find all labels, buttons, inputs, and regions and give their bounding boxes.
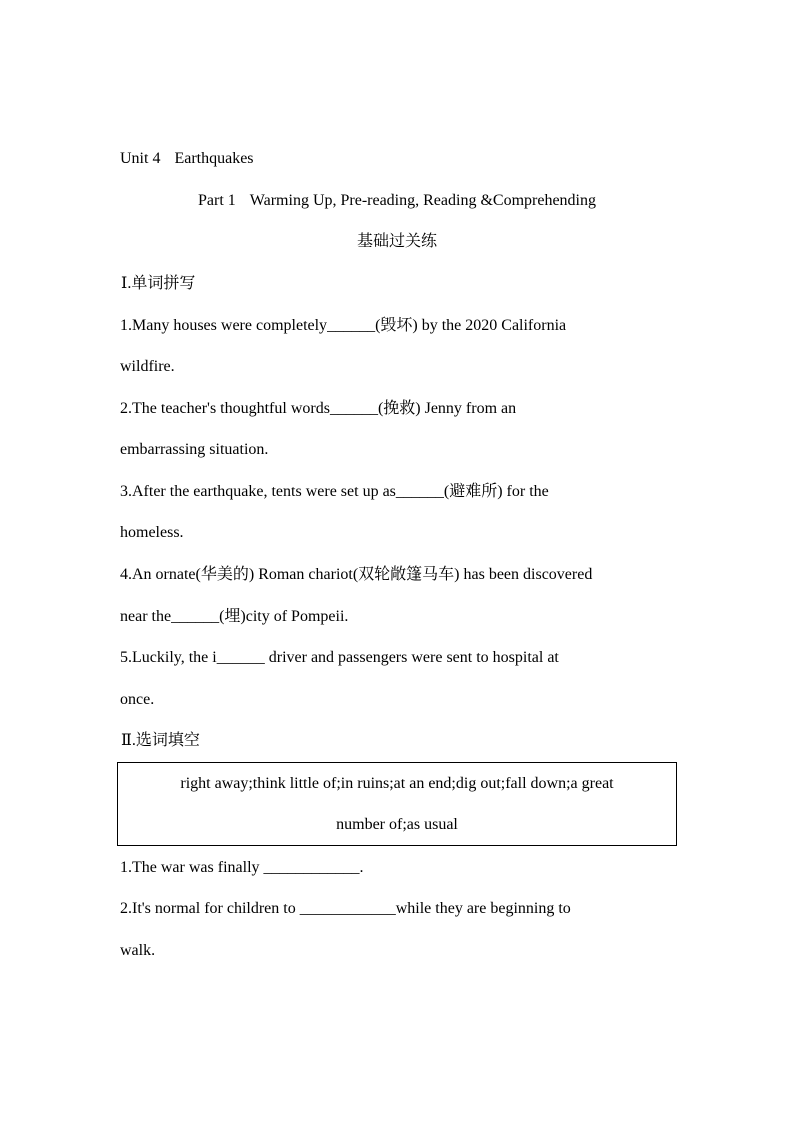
section1-heading: Ⅰ.单词拼写 xyxy=(121,275,196,292)
s1-q2-line2: embarrassing situation. xyxy=(120,441,269,458)
s1-q3-line2: homeless. xyxy=(120,524,184,541)
s1-q3-blank[interactable]: ______ xyxy=(395,483,444,500)
part-name: Warming Up, Pre-reading, Reading &Comprehending xyxy=(249,192,596,209)
s1-q2-line1 xyxy=(120,399,516,419)
s1-q5-line1 xyxy=(120,648,559,668)
page-subtitle: 基础过关练 xyxy=(356,233,437,250)
s1-q1-text-b: (毁坏) by the 2020 California xyxy=(375,317,567,334)
s1-q5-hint-letter: i xyxy=(212,649,217,666)
s1-q3-text-a: 3.After the earthquake, tents were set up as xyxy=(120,483,396,500)
s1-q5-blank[interactable]: ______ xyxy=(216,649,265,666)
s1-q4-line2 xyxy=(120,607,348,627)
s1-q4-text-b: (埋)city of Pompeii. xyxy=(219,608,349,625)
part-label: Part 1 xyxy=(198,192,236,209)
s1-q5-line2: once. xyxy=(120,691,155,708)
s1-q4-text-a: near the xyxy=(120,608,172,625)
s1-q3-line1 xyxy=(120,482,549,502)
s1-q5-text-a: 5.Luckily, the xyxy=(120,649,213,666)
s2-q1-text-b: . xyxy=(359,859,364,876)
s1-q2-text-b: (挽救) Jenny from an xyxy=(377,400,517,417)
word-bank-box xyxy=(117,762,677,846)
word-bank-line1: right away;think little of;in ruins;at an end;dig out;fall down;a great xyxy=(180,775,614,792)
part-title xyxy=(0,191,794,211)
s1-q1-line2: wildfire. xyxy=(120,358,175,375)
s2-q1-text-a: 1.The war was finally xyxy=(120,859,264,876)
unit-name: Earthquakes xyxy=(174,150,254,167)
s1-q2-text-a: 2.The teacher's thoughtful words xyxy=(120,400,330,417)
section2-heading: Ⅱ.选词填空 xyxy=(121,732,200,749)
s1-q1-line1 xyxy=(120,316,566,336)
s2-q2-blank[interactable]: ____________ xyxy=(299,900,396,917)
s2-q2-line2: walk. xyxy=(120,942,156,959)
word-bank-line2: number of;as usual xyxy=(336,816,458,833)
unit-title xyxy=(120,149,254,169)
s1-q3-text-b: (避难所) for the xyxy=(443,483,549,500)
s1-q2-blank[interactable]: ______ xyxy=(329,400,378,417)
s2-q2-text-a: 2.It's normal for children to xyxy=(120,900,300,917)
s2-q2-line1 xyxy=(120,899,571,919)
s2-q2-text-b: while they are beginning to xyxy=(395,900,571,917)
s1-q5-text-b: driver and passengers were sent to hospital at xyxy=(264,649,559,666)
s1-q1-text-a: 1.Many houses were completely xyxy=(120,317,328,334)
unit-label: Unit 4 xyxy=(120,150,161,167)
s2-q1-line1 xyxy=(120,858,364,878)
s1-q1-blank[interactable]: ______ xyxy=(327,317,376,334)
s1-q4-blank[interactable]: ______ xyxy=(171,608,220,625)
s2-q1-blank[interactable]: ____________ xyxy=(263,859,360,876)
s1-q4-line1: 4.An ornate(华美的) Roman chariot(双轮敞篷马车) has been discovered xyxy=(120,566,593,583)
